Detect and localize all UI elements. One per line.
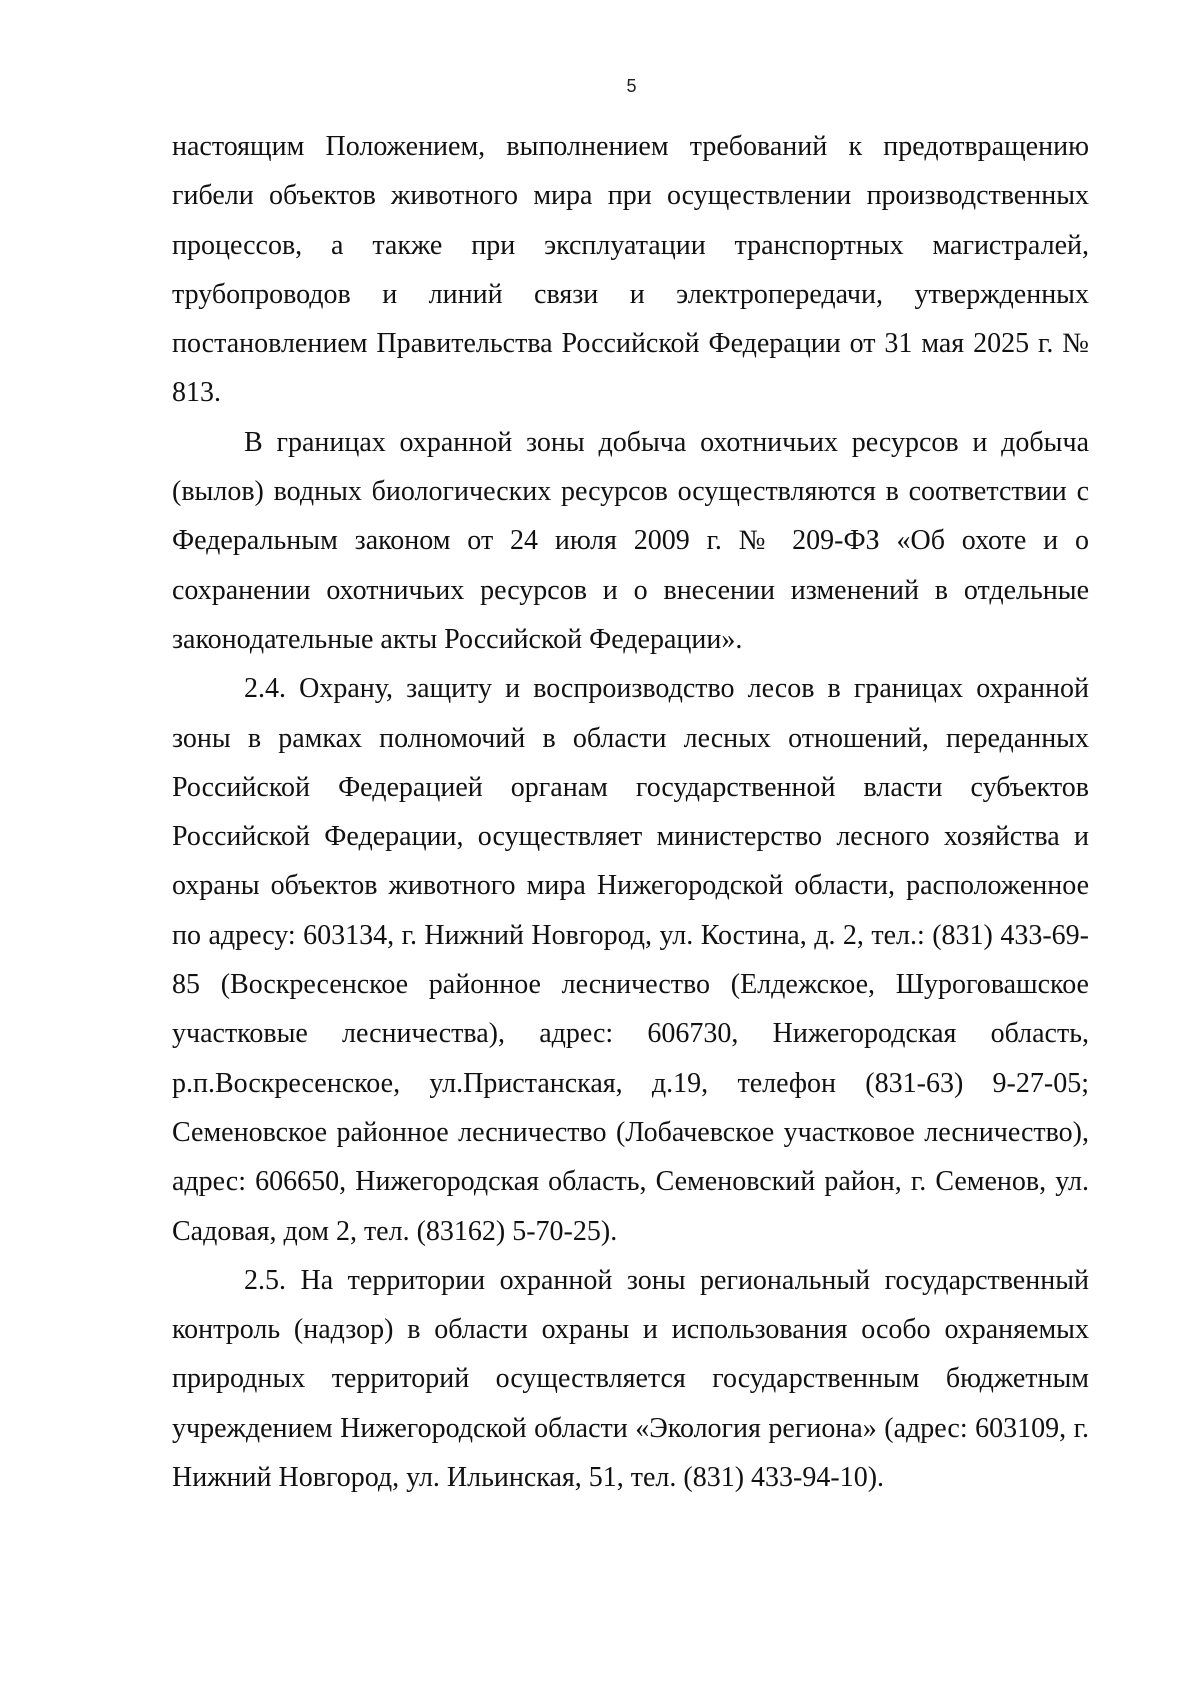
paragraph-clause-2-5: 2.5. На территории охранной зоны региональный государственный контроль (надзор) в области охраны и использования особо охраняемых природных территорий осуществляется государственным бюджетным учреждением Нижегородской области «Экология региона» (адрес: 603109, г. Нижний Новгород, ул. Ильинская, 51, тел. (831) 433-94-10). xyxy=(172,1264,1089,1494)
paragraph-continuation: настоящим Положением, выполнением требований к предотвращению гибели объектов животного мира при осуществлении производственных процессов, а также при эксплуатации транспортных магистралей, трубопроводов и линий связи и электропередачи, утвержденных постановлением Правительства Российской Федерации от 31 мая 2025 г. № 813. xyxy=(172,131,1089,409)
paragraph-hunting-resources: В границах охранной зоны добыча охотничьих ресурсов и добыча (вылов) водных биологических ресурсов осуществляются в соответствии с Федеральным законом от 24 июля 2009 г. № 209-ФЗ «Об охоте и о сохранении охотничьих ресурсов и о внесении изменений в отдельные законодательные акты Российской Федерации». xyxy=(172,426,1089,655)
document-body xyxy=(172,122,1089,1502)
page-number: 5 xyxy=(626,76,637,96)
paragraph-clause-2-4: 2.4. Охрану, защиту и воспроизводство лесов в границах охранной зоны в рамках полномочий в области лесных отношений, переданных Российской Федерацией органам государственной власти субъектов Российской Федерации, осуществляет министерство лесного хозяйства и охраны объектов животного мира Нижегородской области, расположенное по адресу: 603134, г. Нижний Новгород, ул. Костина, д. 2, тел.: (831) 433-69-85 (Воскресенское районное лесничество (Елдежское, Шуроговашское участковые лесничества), адрес: 606730, Нижегородская область, р.п.Воскресенское, ул.Пристанская, д.19, телефон (831-63) 9-27-05; Семеновское районное лесничество (Лобачевское участковое лесничество), адрес: 606650, Нижегородская область, Семеновский район, г. Семенов, ул. Садовая, дом 2, тел. (83162) 5-70-25). xyxy=(172,673,1089,1247)
